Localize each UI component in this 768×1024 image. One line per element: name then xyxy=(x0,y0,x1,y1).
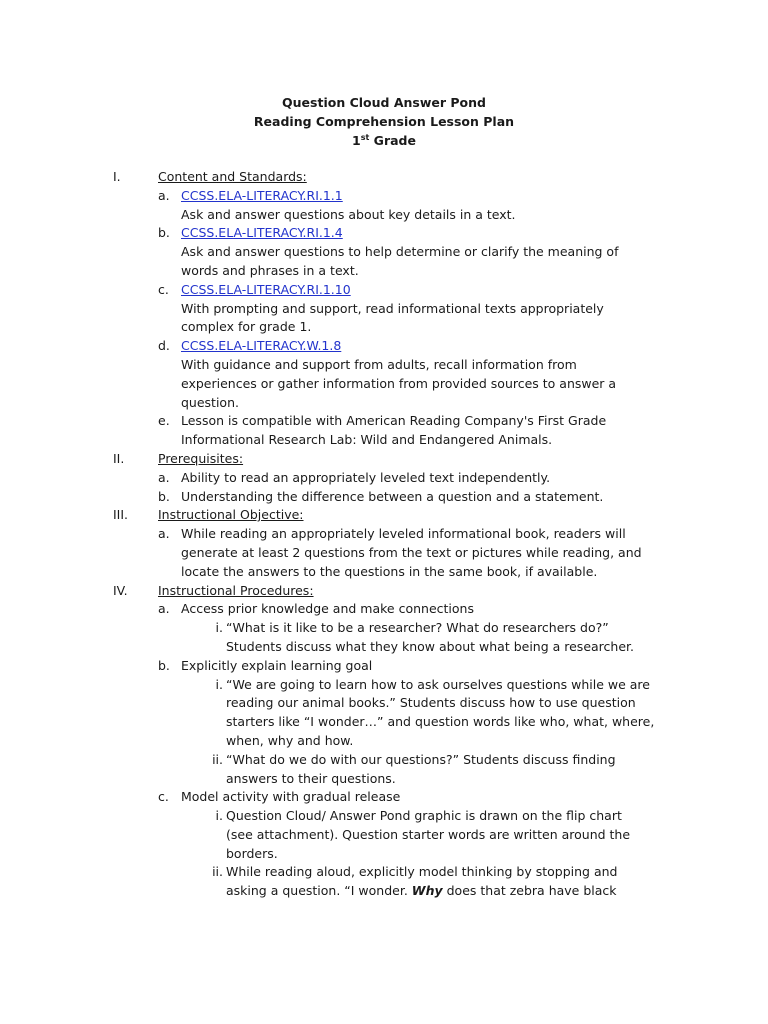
section-heading xyxy=(0,582,768,601)
list-item-text xyxy=(0,206,768,225)
sub-item-text-line xyxy=(0,826,768,845)
item-text: With guidance and support from adults, recall information from xyxy=(181,356,577,372)
sub-item xyxy=(0,751,768,770)
grade-number: 1 xyxy=(352,133,361,148)
item-text: While reading an appropriately leveled informational book, readers will xyxy=(181,526,626,542)
sub-item-text-line xyxy=(0,882,768,901)
lesson-outline xyxy=(0,168,768,901)
emphasized-word: Why xyxy=(411,883,443,899)
list-item-text xyxy=(0,356,768,375)
item-marker: a. xyxy=(158,187,170,203)
sub-item-text-line xyxy=(0,713,768,732)
list-item-text xyxy=(0,243,768,262)
document-subtitle: Reading Comprehension Lesson Plan xyxy=(253,114,515,129)
list-item xyxy=(0,469,768,488)
sub-item-text xyxy=(226,882,617,901)
item-marker: b. xyxy=(158,657,170,673)
item-text: question. xyxy=(181,394,239,410)
list-item-text xyxy=(0,431,768,450)
item-text: locate the answers to the questions in the same book, if available. xyxy=(181,563,598,579)
sub-item-text-line xyxy=(0,770,768,789)
list-item xyxy=(0,488,768,507)
sub-item-text-line xyxy=(0,694,768,713)
item-marker: c. xyxy=(158,281,169,297)
sub-item xyxy=(0,619,768,638)
sub-item-marker: ii. xyxy=(212,864,223,880)
standard-link[interactable]: CCSS.ELA-LITERACY.RI.1.1 xyxy=(181,187,343,203)
grade-ordinal: st xyxy=(360,132,370,142)
sub-item-text: “What do we do with our questions?” Students discuss finding xyxy=(226,751,616,767)
list-item-text xyxy=(0,262,768,281)
item-text: Ask and answer questions to help determine or clarify the meaning of xyxy=(181,244,619,260)
item-marker: a. xyxy=(158,601,170,617)
sub-item-text: reading our animal books.” Students discuss how to use question xyxy=(226,695,636,711)
item-marker: a. xyxy=(158,526,170,542)
section-heading xyxy=(0,168,768,187)
sub-item xyxy=(0,863,768,882)
item-marker: b. xyxy=(158,488,170,504)
sub-item-text-line xyxy=(0,845,768,864)
item-marker: c. xyxy=(158,789,169,805)
sub-item-text-line xyxy=(0,732,768,751)
item-text: Ask and answer questions about key details in a text. xyxy=(181,206,516,222)
list-item xyxy=(0,224,768,243)
standard-link[interactable]: CCSS.ELA-LITERACY.RI.1.10 xyxy=(181,281,351,297)
list-item xyxy=(0,412,768,431)
grade-word: Grade xyxy=(369,133,416,148)
item-text: complex for grade 1. xyxy=(181,319,312,335)
list-item xyxy=(0,525,768,544)
sub-item-text: starters like “I wonder…” and question words like who, what, where, xyxy=(226,714,655,730)
sub-item-marker: i. xyxy=(215,676,223,692)
sub-item-text: “We are going to learn how to ask ourselves questions while we are xyxy=(226,676,650,692)
item-text: generate at least 2 questions from the text or pictures while reading, and xyxy=(181,544,642,560)
item-text: Informational Research Lab: Wild and Endangered Animals. xyxy=(181,432,553,448)
list-item xyxy=(0,337,768,356)
sub-item-text: While reading aloud, explicitly model thinking by stopping and xyxy=(226,864,618,880)
sub-item xyxy=(0,807,768,826)
section-marker: I. xyxy=(113,169,121,184)
item-text: experiences or gather information from provided sources to answer a xyxy=(181,375,617,391)
item-text: With prompting and support, read informational texts appropriately xyxy=(181,300,604,316)
section-title: Prerequisites: xyxy=(158,450,244,466)
list-item xyxy=(0,187,768,206)
list-item xyxy=(0,788,768,807)
sub-item xyxy=(0,676,768,695)
sub-item-text-line xyxy=(0,638,768,657)
sub-item-text: (see attachment). Question starter words are written around the xyxy=(226,826,631,842)
item-text: Access prior knowledge and make connections xyxy=(181,601,474,617)
list-item-text xyxy=(0,563,768,582)
section-marker: II. xyxy=(113,450,125,466)
document-title: Question Cloud Answer Pond xyxy=(282,95,486,110)
list-item-text xyxy=(0,394,768,413)
sub-item-text: “What is it like to be a researcher? What do researchers do?” xyxy=(226,620,609,636)
item-text: Understanding the difference between a question and a statement. xyxy=(181,488,604,504)
section-title: Instructional Procedures: xyxy=(158,582,314,598)
list-item-text xyxy=(0,544,768,563)
item-text: Model activity with gradual release xyxy=(181,789,401,805)
section-title: Content and Standards: xyxy=(158,169,307,184)
item-marker: d. xyxy=(158,338,170,354)
sub-item-text: when, why and how. xyxy=(226,732,354,748)
section-marker: III. xyxy=(113,507,129,523)
standard-link[interactable]: CCSS.ELA-LITERACY.W.1.8 xyxy=(181,338,342,354)
item-marker: b. xyxy=(158,225,170,241)
item-text: Lesson is compatible with American Reading Company's First Grade xyxy=(181,413,607,429)
item-text: words and phrases in a text. xyxy=(181,262,359,278)
grade-level xyxy=(0,131,768,150)
section-title: Instructional Objective: xyxy=(158,507,304,523)
sub-item-text: Question Cloud/ Answer Pond graphic is drawn on the flip chart xyxy=(226,808,622,824)
sub-item-text: answers to their questions. xyxy=(226,770,396,786)
item-text: Ability to read an appropriately leveled text independently. xyxy=(181,469,551,485)
item-marker: e. xyxy=(158,413,170,429)
list-item xyxy=(0,281,768,300)
list-item xyxy=(0,600,768,619)
section-heading xyxy=(0,450,768,469)
standard-link[interactable]: CCSS.ELA-LITERACY.RI.1.4 xyxy=(181,225,343,241)
sub-item-marker: ii. xyxy=(212,751,223,767)
document-header xyxy=(0,93,768,150)
list-item-text xyxy=(0,300,768,319)
text-run: asking a question. “I wonder. xyxy=(226,883,412,899)
list-item-text xyxy=(0,318,768,337)
item-text: Explicitly explain learning goal xyxy=(181,657,373,673)
sub-item-marker: i. xyxy=(215,620,223,636)
sub-item-text: Students discuss what they know about what being a researcher. xyxy=(226,638,634,654)
item-marker: a. xyxy=(158,469,170,485)
section-heading xyxy=(0,506,768,525)
sub-item-text: borders. xyxy=(226,845,278,861)
list-item-text xyxy=(0,375,768,394)
text-run: does that zebra have black xyxy=(442,883,617,899)
sub-item-marker: i. xyxy=(215,808,223,824)
section-marker: IV. xyxy=(113,582,128,598)
list-item xyxy=(0,657,768,676)
